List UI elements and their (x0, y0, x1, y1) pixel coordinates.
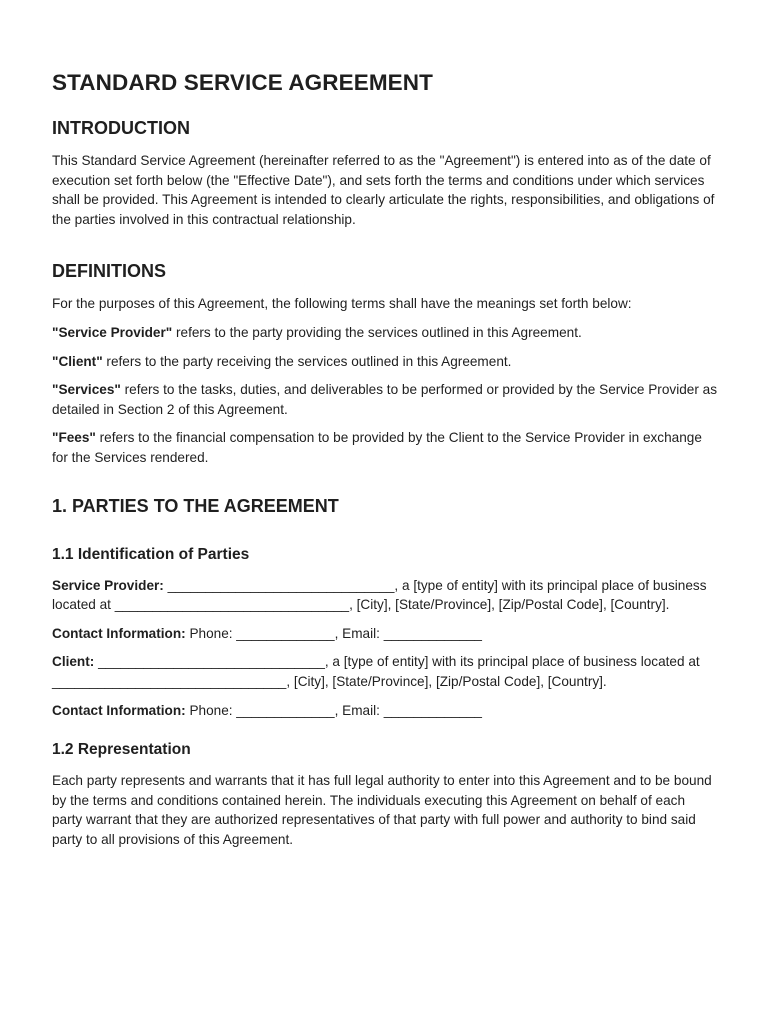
contact-info-label: Contact Information: (52, 625, 186, 641)
definition-text: refers to the tasks, duties, and deliverables to be performed or provided by the Service Provider as detailed in Section 2 of this Agreement. (52, 382, 717, 417)
contact-info-label: Contact Information: (52, 702, 186, 718)
definition-text: refers to the financial compensation to be provided by the Client to the Service Provider in exchange for the Services rendered. (52, 430, 702, 465)
definition-term: "Client" (52, 353, 103, 369)
service-provider-contact (52, 624, 718, 644)
definition-item-fees (52, 428, 718, 467)
definition-item-service-provider (52, 323, 718, 343)
contact-info-text: Phone: _____________, Email: _____________ (185, 625, 482, 641)
section1-1-heading: 1.1 Identification of Parties (52, 545, 250, 563)
section1-2-heading: 1.2 Representation (52, 741, 191, 759)
definitions-intro: For the purposes of this Agreement, the following terms shall have the meanings set forth below: (52, 296, 632, 312)
definition-item-client (52, 352, 718, 372)
definitions-heading: DEFINITIONS (52, 261, 167, 282)
client-paragraph (52, 652, 718, 691)
definition-text: refers to the party receiving the services outlined in this Agreement. (102, 353, 512, 369)
introduction-body: This Standard Service Agreement (hereinafter referred to as the "Agreement") is entered into as of the date of execution set forth below (the "Effective Date"), and sets forth the terms and conditions under which services shall be provided. This Agreement is intended to clearly articulate the rights, responsibilities, and obligations of the parties involved in this contractual relationship. (52, 153, 715, 227)
service-provider-text: ______________________________, a [type of entity] with its principal place of business located at _______________________________, [City], [State/Province], [Zip/Postal Code], [Country]. (52, 577, 707, 613)
client-contact (52, 701, 718, 721)
client-label: Client: (52, 654, 95, 670)
service-provider-paragraph (52, 576, 718, 615)
definition-term: "Fees" (52, 430, 96, 446)
representation-body: Each party represents and warrants that it has full legal authority to enter into this Agreement and to be bound by the terms and conditions contained herein. The individuals executing this Agreement on behalf of each party warrant that they are authorized representatives of that party with full power and authority to bind said party to all provisions of this Agreement. (52, 773, 712, 847)
client-text: ______________________________, a [type of entity] with its principal place of business located at _______________________________, [City], [State/Province], [Zip/Postal Code], [Country]. (52, 654, 700, 689)
definition-text: refers to the party providing the services outlined in this Agreement. (172, 324, 582, 340)
definition-item-services (52, 380, 718, 419)
document-title: STANDARD SERVICE AGREEMENT (52, 70, 433, 95)
definition-term: "Services" (52, 382, 121, 398)
contact-info-text: Phone: _____________, Email: _____________ (185, 702, 482, 718)
introduction-heading: INTRODUCTION (52, 118, 190, 138)
definition-term: "Service Provider" (52, 324, 173, 340)
service-provider-label: Service Provider: (52, 577, 164, 593)
section1-heading: 1. PARTIES TO THE AGREEMENT (52, 495, 339, 516)
